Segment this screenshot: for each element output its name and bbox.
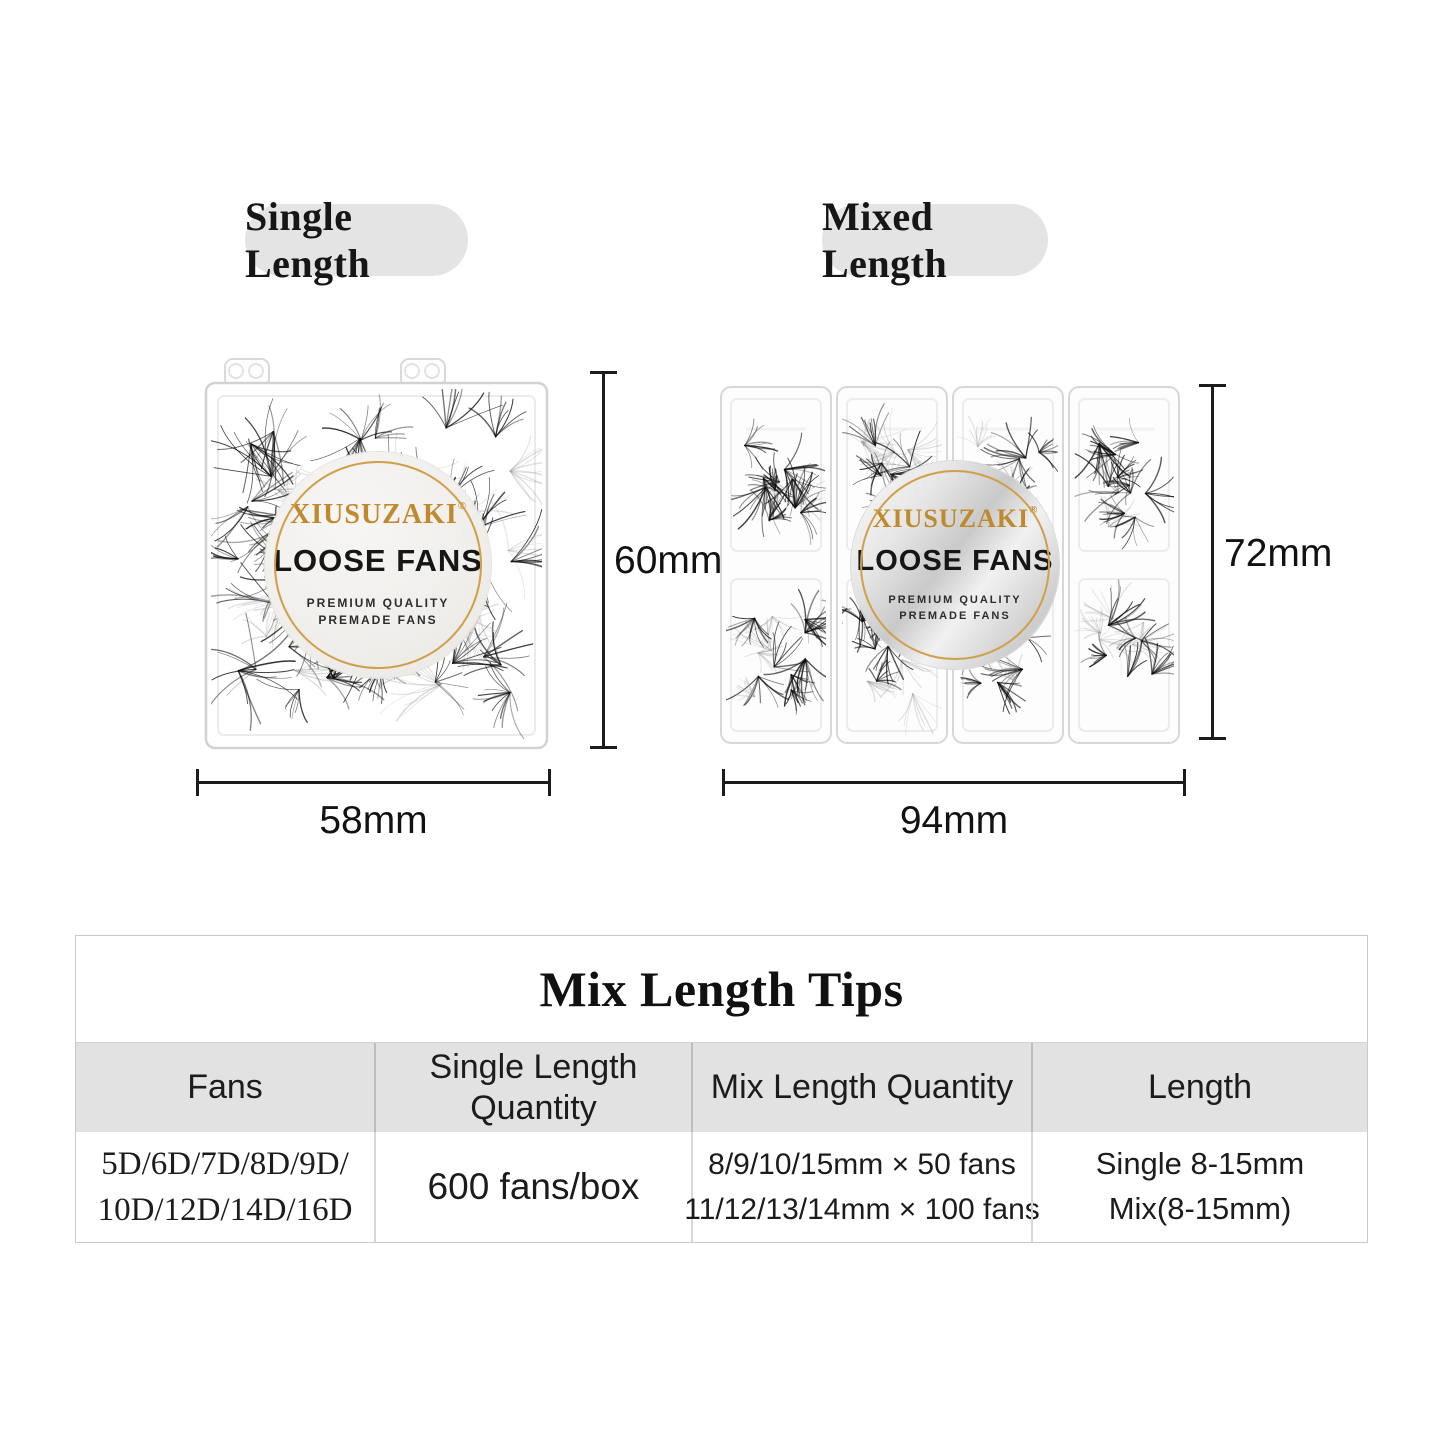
- dimension-single-width: [196, 769, 551, 842]
- table-header-row: [76, 1043, 1367, 1132]
- label-subtitle: PREMIUM QUALITY PREMADE FANS: [888, 594, 1022, 622]
- dimension-line: [196, 781, 551, 784]
- header-mix-length-quantity: Mix Length Quantity: [691, 1043, 1031, 1132]
- brand-name: XIUSUZAKI®: [872, 504, 1038, 534]
- registered-mark: ®: [457, 499, 466, 512]
- dimension-cap: [1199, 737, 1226, 740]
- table-data-row: [76, 1132, 1367, 1242]
- dimension-value: 72mm: [1224, 532, 1333, 575]
- label-subtitle: PREMIUM QUALITY PREMADE FANS: [306, 595, 450, 627]
- cell-fans: 5D/6D/7D/8D/9D/ 10D/12D/14D/16D: [97, 1145, 353, 1228]
- dimension-mixed-width: [722, 769, 1186, 842]
- cell-length: Single 8-15mm Mix(8-15mm): [1031, 1132, 1367, 1242]
- header-length: Length: [1031, 1043, 1367, 1132]
- spec-table: [75, 935, 1368, 1243]
- dimension-value: 60mm: [614, 539, 723, 582]
- mixed-length-badge: Mixed Length: [822, 204, 1048, 276]
- dimension-line: [1211, 384, 1214, 740]
- dimension-mixed-height: [1199, 384, 1333, 740]
- dimension-single-height: [590, 371, 723, 749]
- dimension-cap: [548, 769, 551, 796]
- dimension-line: [722, 781, 1186, 784]
- header-fans: Fans: [187, 1068, 263, 1107]
- dimension-line: [602, 371, 605, 749]
- brand-sticker-single: [265, 452, 491, 678]
- header-single-length-quantity: Single Length Quantity: [374, 1043, 691, 1132]
- dimension-cap: [590, 746, 617, 749]
- cell-single-quantity: 600 fans/box: [374, 1132, 691, 1242]
- product-name: LOOSE FANS: [273, 542, 483, 578]
- product-name: LOOSE FANS: [856, 545, 1054, 578]
- brand-sticker-mixed: [851, 461, 1059, 669]
- single-length-badge: Single Length: [245, 204, 468, 276]
- cell-mix-quantity: 8/9/10/15mm × 50 fans 11/12/13/14mm × 100 fans: [691, 1132, 1031, 1242]
- table-title: Mix Length Tips: [76, 936, 1367, 1043]
- dimension-value: 58mm: [319, 799, 428, 842]
- dimension-value: 94mm: [899, 799, 1009, 842]
- brand-name: XIUSUZAKI®: [290, 498, 466, 530]
- registered-mark: ®: [1029, 504, 1038, 517]
- dimension-cap: [1183, 769, 1186, 796]
